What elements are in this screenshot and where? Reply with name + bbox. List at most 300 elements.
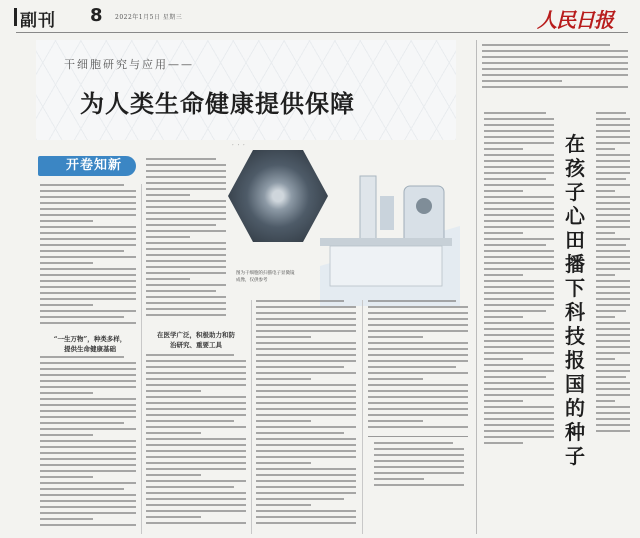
text-line — [40, 356, 124, 358]
text-line — [256, 450, 356, 452]
text-line — [40, 386, 136, 388]
text-line — [596, 148, 615, 150]
body-text-column — [40, 356, 136, 530]
text-line — [484, 436, 554, 438]
text-line — [146, 248, 226, 250]
text-line — [146, 200, 226, 202]
text-line — [40, 220, 93, 222]
text-line — [596, 376, 626, 378]
text-line — [40, 208, 136, 210]
text-line — [146, 224, 216, 226]
body-text-column — [146, 158, 226, 320]
text-line — [596, 244, 626, 246]
text-line — [368, 414, 468, 416]
text-line — [482, 50, 628, 52]
article-kicker: 干细胞研究与应用—— — [64, 58, 194, 71]
text-line — [40, 322, 136, 324]
text-line — [484, 412, 554, 414]
text-line — [484, 250, 554, 252]
text-line — [146, 444, 246, 446]
text-line — [484, 220, 554, 222]
text-line — [40, 470, 136, 472]
text-line — [40, 316, 124, 318]
text-line — [146, 390, 201, 392]
column-badge — [38, 156, 136, 178]
text-line — [484, 304, 554, 306]
subhead-line: 治研究、重要工具 — [170, 341, 222, 349]
text-line — [146, 212, 226, 214]
text-line — [596, 196, 630, 198]
section-name: 副刊 — [20, 6, 56, 31]
text-line — [146, 468, 246, 470]
text-line — [256, 300, 344, 302]
text-line — [484, 310, 546, 312]
text-line — [40, 440, 136, 442]
text-line — [40, 476, 93, 478]
text-line — [368, 360, 468, 362]
text-line — [256, 384, 356, 386]
subhead-line: 提供生命健康基础 — [64, 345, 116, 353]
side-title-char: 科 — [565, 300, 585, 324]
text-line — [368, 378, 423, 380]
text-line — [146, 504, 246, 506]
text-line — [256, 378, 311, 380]
text-line — [596, 160, 630, 162]
text-line — [596, 322, 630, 324]
text-line — [256, 480, 356, 482]
text-line — [146, 366, 246, 368]
text-line — [146, 384, 246, 386]
text-line — [368, 330, 468, 332]
text-line — [256, 366, 344, 368]
text-line — [596, 118, 630, 120]
body-text-column — [40, 184, 136, 328]
text-line — [482, 62, 628, 64]
text-line — [40, 428, 136, 430]
text-line — [146, 230, 226, 232]
text-line — [484, 442, 523, 444]
text-line — [256, 426, 356, 428]
text-line — [596, 328, 630, 330]
text-line — [596, 184, 630, 186]
text-line — [484, 400, 523, 402]
text-line — [484, 112, 546, 114]
text-line — [484, 238, 554, 240]
text-line — [40, 422, 124, 424]
text-line — [484, 178, 546, 180]
text-line — [256, 408, 356, 410]
text-line — [484, 430, 554, 432]
text-line — [146, 290, 216, 292]
text-line — [484, 148, 523, 150]
text-line — [374, 454, 464, 456]
side-article-lede — [482, 44, 628, 94]
text-line — [484, 298, 554, 300]
text-line — [484, 388, 554, 390]
text-line — [40, 500, 136, 502]
text-line — [374, 460, 464, 462]
text-line — [596, 280, 630, 282]
text-line — [40, 250, 124, 252]
body-text-column — [368, 300, 468, 432]
text-line — [368, 396, 468, 398]
text-line — [596, 364, 630, 366]
text-line — [146, 432, 201, 434]
text-line — [484, 196, 554, 198]
text-line — [374, 478, 424, 480]
text-line — [146, 456, 246, 458]
text-line — [146, 396, 246, 398]
text-line — [368, 306, 468, 308]
text-line — [596, 316, 615, 318]
text-line — [596, 208, 630, 210]
text-line — [256, 420, 311, 422]
text-line — [596, 124, 630, 126]
text-line — [368, 390, 468, 392]
text-line — [256, 498, 344, 500]
text-line — [256, 444, 356, 446]
column-divider — [362, 300, 363, 534]
figure-caption — [236, 270, 326, 284]
text-line — [368, 420, 423, 422]
text-line — [146, 236, 190, 238]
text-line — [146, 284, 226, 286]
text-line — [596, 382, 630, 384]
text-line — [484, 286, 554, 288]
text-line — [484, 172, 554, 174]
text-line — [256, 456, 356, 458]
stem-cell-image — [228, 150, 328, 242]
text-line — [146, 360, 246, 362]
side-article-title — [560, 132, 590, 468]
text-line — [146, 522, 246, 524]
text-line — [484, 340, 554, 342]
figure-caption-line: 图为干细胞的扫描电子显微镜 — [236, 271, 295, 276]
text-line — [596, 418, 630, 420]
text-line — [146, 402, 246, 404]
text-line — [256, 318, 356, 320]
article-title: 为人类生命健康提供保障 — [80, 90, 355, 118]
text-line — [596, 352, 630, 354]
text-line — [596, 220, 630, 222]
text-line — [40, 446, 136, 448]
text-line — [40, 374, 136, 376]
text-line — [40, 488, 124, 490]
text-line — [40, 286, 136, 288]
text-line — [596, 292, 630, 294]
text-line — [484, 346, 554, 348]
text-line — [256, 402, 356, 404]
text-line — [596, 232, 615, 234]
text-line — [256, 312, 356, 314]
text-line — [596, 334, 630, 336]
section-subhead — [42, 334, 138, 354]
text-line — [146, 314, 226, 316]
text-line — [596, 202, 630, 204]
text-line — [40, 256, 136, 258]
text-line — [146, 408, 246, 410]
text-line — [596, 112, 626, 114]
text-line — [146, 450, 246, 452]
text-line — [484, 214, 554, 216]
text-line — [40, 452, 136, 454]
text-line — [484, 190, 523, 192]
text-line — [484, 226, 554, 228]
text-line — [146, 188, 226, 190]
text-line — [146, 242, 226, 244]
text-line — [146, 254, 226, 256]
text-line — [484, 118, 554, 120]
text-line — [596, 142, 630, 144]
text-line — [596, 190, 615, 192]
text-line — [40, 214, 136, 216]
text-line — [484, 364, 554, 366]
text-line — [484, 358, 523, 360]
text-line — [146, 170, 226, 172]
text-line — [484, 424, 554, 426]
text-line — [368, 408, 468, 410]
text-line — [146, 158, 216, 160]
text-line — [146, 414, 246, 416]
column-divider — [251, 300, 252, 534]
text-line — [484, 316, 523, 318]
text-line — [40, 524, 136, 526]
text-line — [482, 74, 628, 76]
text-line — [596, 394, 630, 396]
text-line — [596, 406, 630, 408]
subhead-line: 在医学广泛，积极助力和防 — [157, 331, 235, 339]
text-line — [482, 44, 610, 46]
subhead-line: “一生万物”，种类多样， — [53, 335, 127, 343]
text-line — [256, 354, 356, 356]
text-line — [256, 336, 311, 338]
text-line — [40, 506, 136, 508]
page-header — [0, 0, 640, 36]
text-line — [146, 426, 246, 428]
text-line — [596, 274, 615, 276]
text-line — [256, 432, 344, 434]
text-line — [484, 394, 554, 396]
text-line — [484, 376, 546, 378]
text-line — [146, 378, 246, 380]
header-rule — [16, 32, 628, 33]
text-line — [256, 468, 356, 470]
text-line — [146, 474, 201, 476]
text-line — [146, 164, 226, 166]
text-line — [596, 268, 630, 270]
text-line — [484, 322, 554, 324]
text-line — [146, 420, 234, 422]
text-line — [596, 400, 615, 402]
text-line — [484, 292, 554, 294]
text-line — [596, 412, 630, 414]
text-line — [596, 370, 630, 372]
body-text-column — [256, 300, 356, 528]
figure-caption-line: 成像，仅供参考 — [236, 278, 268, 283]
text-line — [146, 372, 246, 374]
side-title-char: 技 — [565, 324, 585, 348]
text-line — [40, 292, 136, 294]
side-article-divider — [476, 40, 477, 534]
side-title-char: 的 — [565, 396, 585, 420]
text-line — [368, 300, 456, 302]
text-line — [146, 266, 226, 268]
text-line — [368, 336, 423, 338]
text-line — [368, 384, 468, 386]
text-line — [146, 296, 226, 298]
text-line — [146, 278, 190, 280]
text-line — [40, 232, 136, 234]
section-subhead — [146, 330, 246, 350]
text-line — [40, 404, 136, 406]
text-line — [484, 274, 523, 276]
text-line — [596, 130, 630, 132]
text-line — [596, 388, 630, 390]
text-line — [484, 208, 554, 210]
text-line — [596, 298, 630, 300]
text-line — [146, 516, 201, 518]
text-line — [40, 380, 136, 382]
text-line — [146, 206, 226, 208]
text-line — [484, 268, 554, 270]
text-line — [146, 498, 246, 500]
text-line — [596, 358, 615, 360]
issue-date: 2022年1月5日 星期三 — [115, 14, 183, 21]
text-line — [368, 312, 468, 314]
author-note-text — [374, 442, 464, 490]
text-line — [596, 214, 630, 216]
text-line — [40, 268, 136, 270]
column-badge-label: 开卷知新 — [52, 156, 136, 176]
text-line — [482, 56, 628, 58]
side-title-char: 心 — [565, 204, 585, 228]
text-line — [484, 352, 554, 354]
side-title-char: 下 — [565, 276, 585, 300]
text-line — [484, 370, 554, 372]
body-text-column — [596, 112, 630, 436]
side-title-char: 报 — [565, 348, 585, 372]
side-title-char: 子 — [565, 180, 585, 204]
text-line — [484, 256, 554, 258]
text-line — [256, 390, 356, 392]
text-line — [596, 136, 630, 138]
text-line — [40, 392, 93, 394]
text-line — [146, 480, 246, 482]
text-line — [484, 232, 523, 234]
text-line — [484, 130, 554, 132]
text-line — [484, 262, 554, 264]
text-line — [146, 218, 226, 220]
text-line — [40, 458, 136, 460]
text-line — [40, 304, 93, 306]
side-title-char: 子 — [565, 444, 585, 468]
column-divider — [141, 184, 142, 534]
text-line — [596, 154, 630, 156]
text-line — [256, 462, 311, 464]
text-line — [40, 416, 136, 418]
text-line — [40, 184, 124, 186]
text-line — [484, 382, 554, 384]
text-line — [256, 342, 356, 344]
text-line — [146, 176, 226, 178]
text-line — [40, 494, 136, 496]
text-line — [146, 510, 246, 512]
text-line — [40, 238, 136, 240]
text-line — [40, 368, 136, 370]
text-line — [482, 80, 562, 82]
body-text-column — [146, 354, 246, 528]
text-line — [374, 448, 464, 450]
text-line — [596, 424, 630, 426]
text-line — [40, 310, 136, 312]
text-line — [256, 510, 356, 512]
text-line — [256, 522, 356, 524]
text-line — [484, 124, 554, 126]
text-line — [146, 486, 234, 488]
text-line — [484, 244, 546, 246]
text-line — [40, 482, 136, 484]
text-line — [256, 348, 356, 350]
text-line — [368, 372, 468, 374]
text-line — [596, 238, 630, 240]
text-line — [40, 226, 136, 228]
side-title-char: 田 — [565, 228, 585, 252]
side-title-char: 播 — [565, 252, 585, 276]
text-line — [40, 410, 136, 412]
text-line — [368, 342, 468, 344]
side-title-char: 种 — [565, 420, 585, 444]
text-line — [256, 492, 356, 494]
text-line — [256, 414, 356, 416]
text-line — [596, 178, 626, 180]
body-text-column — [484, 112, 554, 448]
text-line — [596, 430, 630, 432]
text-line — [146, 492, 246, 494]
text-line — [484, 418, 554, 420]
text-line — [484, 160, 554, 162]
masthead-logo: 人民日报 — [537, 8, 613, 32]
text-line — [40, 362, 136, 364]
text-line — [596, 304, 630, 306]
text-line — [484, 334, 554, 336]
page-number: 8 — [90, 5, 103, 26]
side-title-char: 在 — [565, 132, 585, 156]
text-line — [40, 512, 136, 514]
text-line — [40, 262, 93, 264]
text-line — [596, 250, 630, 252]
laboratory-equipment-image — [320, 156, 460, 306]
text-line — [368, 366, 456, 368]
text-line — [256, 516, 356, 518]
text-line — [596, 256, 630, 258]
text-line — [40, 202, 136, 204]
text-line — [146, 260, 226, 262]
text-line — [596, 172, 630, 174]
text-line — [146, 182, 226, 184]
text-line — [146, 194, 190, 196]
text-line — [40, 398, 136, 400]
text-line — [596, 286, 630, 288]
text-line — [482, 86, 628, 88]
text-line — [368, 402, 468, 404]
text-line — [146, 308, 226, 310]
text-line — [484, 202, 554, 204]
text-line — [256, 396, 356, 398]
text-line — [596, 166, 630, 168]
text-line — [368, 324, 468, 326]
text-line — [484, 136, 554, 138]
text-line — [374, 466, 464, 468]
